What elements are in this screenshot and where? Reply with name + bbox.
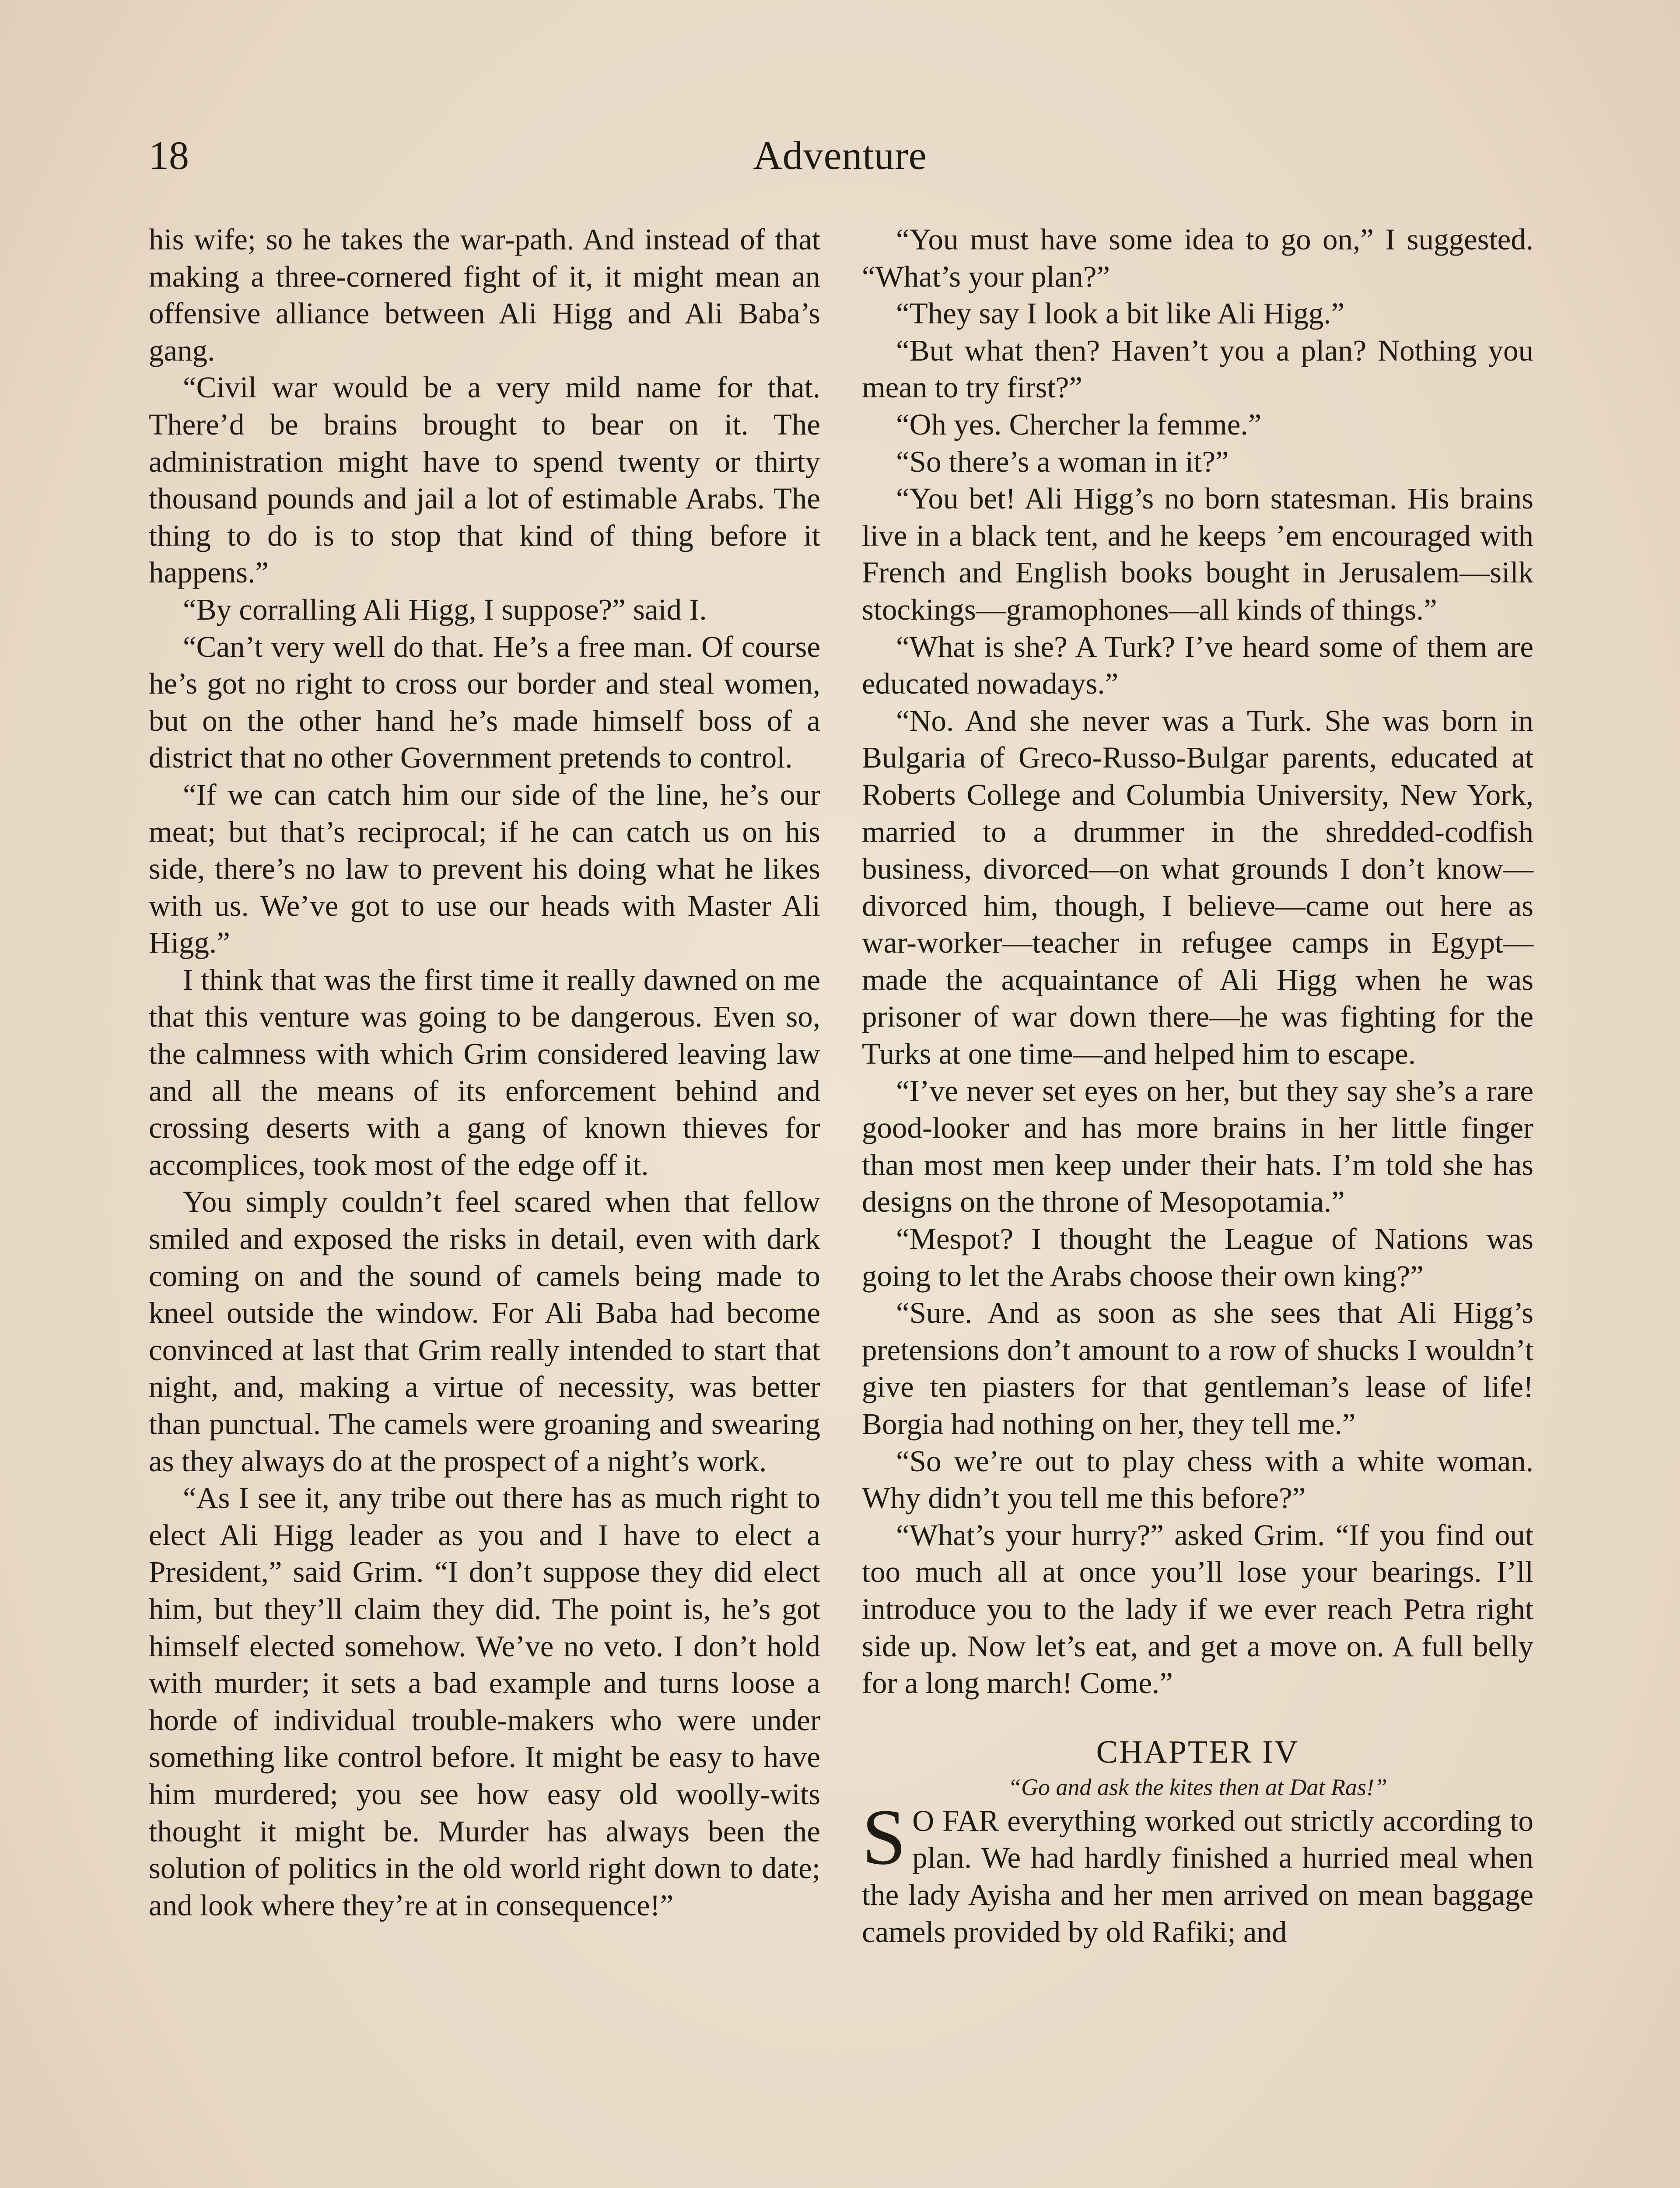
chapter-heading: CHAPTER IV xyxy=(1096,1734,1299,1770)
chapter-opening-paragraph xyxy=(862,1793,1533,1950)
paragraph: “I’ve never set eyes on her, but they say she’s a rare good-looker and has more brains in her little finger than most men keep under their hats. I’m told she has designs on the throne of Mesopotamia.” xyxy=(862,1074,1533,1219)
paragraph: “Can’t very well do that. He’s a free man. Of course he’s got no right to cross our border and steal women, but on the other hand he’s made himself boss of a district that no other Government pretends to control. xyxy=(149,630,820,775)
paragraph: “So there’s a woman in it?” xyxy=(896,445,1229,478)
page-header xyxy=(0,127,1680,193)
paragraph: “If we can catch him our side of the line, he’s our meat; but that’s reciprocal; if he can catch us on his side, there’s no law to prevent his doing what he likes with us. We’ve got to use our heads with Master Ali Higg.” xyxy=(149,778,820,960)
paragraph: “What’s your hurry?” asked Grim. “If you find out too much all at once you’ll lose your bearings. I’ll introduce you to the lady if we ever reach Petra right side up. Now let’s eat, and get a move on. A full belly for a long march! Come.” xyxy=(862,1518,1533,1700)
running-head: Adventure xyxy=(753,133,927,178)
paragraph: his wife; so he takes the war-path. And instead of that making a three-cornered fight of it, it might mean an offensive alliance between Ali Higg and Ali Baba’s gang. xyxy=(149,223,820,367)
paragraph: “So we’re out to play chess with a white woman. Why didn’t you tell me this before?” xyxy=(862,1444,1533,1515)
right-column xyxy=(862,221,1533,1950)
paragraph: “You must have some idea to go on,” I suggested. “What’s your plan?” xyxy=(862,223,1533,293)
paragraph: You simply couldn’t feel scared when that fellow smiled and exposed the risks in detail, even with dark coming on and the sound of camels being made to kneel outside the window. For Ali Baba had become convinced at last that Grim really intended to start that night, and, making a virtue of necessity, was better than punctual. The camels were groaning and swearing as they always do at the prospect of a night’s work. xyxy=(149,1185,820,1478)
paragraph: “As I see it, any tribe out there has as much right to elect Ali Higg leader as you and I have to elect a President,” said Grim. “I don’t suppose they did elect him, but they’ll claim they did. The point is, he’s got himself elected somehow. We’ve no veto. I don’t hold with murder; it sets a bad example and turns loose a horde of individual trouble-makers who were under something like control before. It might be easy to have him murdered; you see how easy old woolly-wits thought it might be. Murder has always been the solution of politics in the old world right down to date; and look where they’re at in consequence!” xyxy=(149,1481,820,1922)
paragraph: “Mespot? I thought the League of Nations was going to let the Arabs choose their own king?” xyxy=(862,1222,1533,1293)
page-number: 18 xyxy=(149,133,189,178)
paragraph: “By corralling Ali Higg, I suppose?” said I. xyxy=(183,593,707,626)
paragraph: “Oh yes. Chercher la femme.” xyxy=(896,407,1262,441)
chapter-opening-text: O FAR everything worked out strictly according to plan. We had hardly finished a hurried meal when the lady Ayisha and her men arrived on mean baggage camels provided by old Rafiki; and xyxy=(862,1804,1533,1949)
paragraph: “You bet! Ali Higg’s no born statesman. His brains live in a black tent, and he keeps ’em encouraged with French and English books bought in Jerusalem—silk stockings—gramophones—all kinds of things.” xyxy=(862,482,1533,626)
paragraph: I think that was the first time it really dawned on me that this venture was going to be dangerous. Even so, the calmness with which Grim considered leaving law and all the means of its enforcement behind and crossing deserts with a gang of known thieves for accomplices, took most of the edge off it. xyxy=(149,963,820,1182)
paragraph: “What is she? A Turk? I’ve heard some of them are educated nowadays.” xyxy=(862,630,1533,701)
paragraph: “They say I look a bit like Ali Higg.” xyxy=(896,297,1345,330)
paragraph: “No. And she never was a Turk. She was born in Bulgaria of Greco-Russo-Bulgar parents, educated at Roberts College and Columbia University, New York, married to a drummer in the shredded-codfish business, divorced—on what grounds I don’t know—divorced him, though, I believe—came out here as war-worker—teacher in refugee camps in Egypt—made the acquaintance of Ali Higg when he was prisoner of war down there—he was fighting for the Turks at one time—and helped him to escape. xyxy=(862,704,1533,1071)
paragraph: “But what then? Haven’t you a plan? Nothing you mean to try first?” xyxy=(862,333,1533,404)
paragraph: “Civil war would be a very mild name for that. There’d be brains brought to bear on it. The administration might have to spend twenty or thirty thousand pounds and jail a lot of estimable Arabs. The thing to do is to stop that kind of thing before it happens.” xyxy=(149,371,820,589)
paragraph: “Sure. And as soon as she sees that Ali Higg’s pretensions don’t amount to a row of shucks I wouldn’t give ten piasters for that gentleman’s lease of life! Borgia had nothing on her, they tell me.” xyxy=(862,1296,1533,1441)
drop-cap: S xyxy=(862,1793,906,1881)
chapter-section xyxy=(862,1732,1533,1950)
left-column xyxy=(149,221,820,1924)
chapter-epigraph: “Go and ask the kites then at Dat Ras!” xyxy=(1008,1774,1387,1800)
